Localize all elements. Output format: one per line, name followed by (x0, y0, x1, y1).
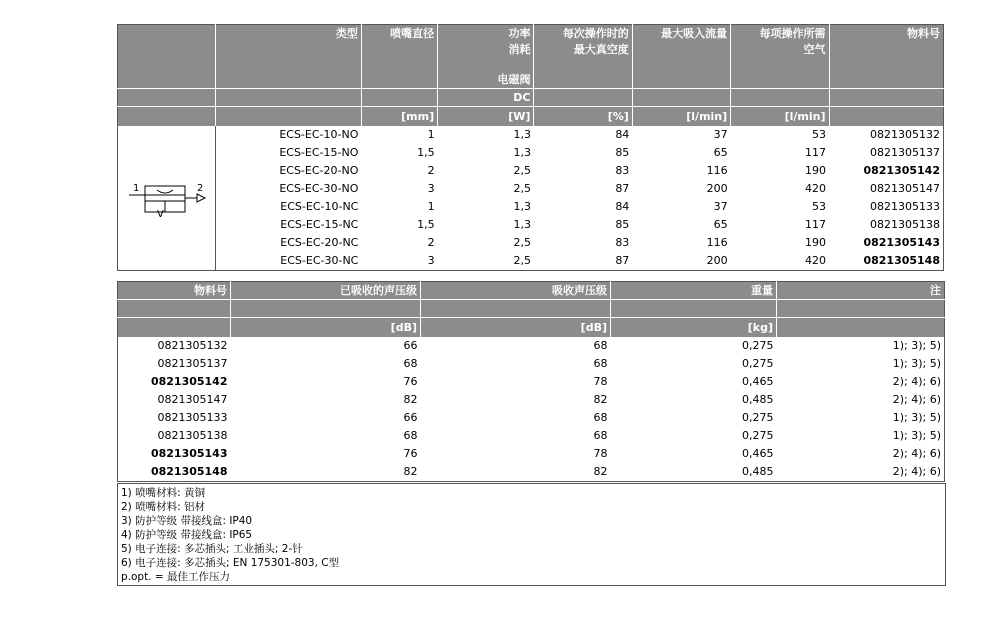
acoustic-cell-part: 0821305147 (157, 393, 228, 406)
specs-cell-flow: 37 (713, 128, 728, 141)
acoustic-cell-part: 0821305142 (150, 375, 228, 388)
acoustic-cell-note: 1); 3); 5) (892, 357, 941, 370)
specs-cell-type: ECS-EC-20-NO (279, 164, 359, 177)
acoustic-cell-part: 0821305132 (157, 339, 228, 352)
acoustic-cell-weight: 0,485 (742, 465, 774, 478)
acoustic-cell-weight: 0,275 (742, 357, 774, 370)
acoustic-cell-absorb: 68 (593, 411, 608, 424)
acoustic-cell-absorbed: 76 (403, 375, 418, 388)
acoustic-cell-weight: 0,275 (742, 429, 774, 442)
acoustic-row (118, 463, 945, 482)
acoustic-row (118, 355, 945, 373)
vacuum-unit: [%] (534, 107, 632, 126)
specs-cell-nozzle: 1 (427, 128, 435, 141)
acoustic-row (118, 337, 945, 355)
absorbed-unit: [dB] (231, 318, 421, 337)
specs-row (118, 126, 944, 144)
specs-cell-part: 0821305137 (870, 146, 940, 159)
acoustic-row (118, 409, 945, 427)
power-header: 功率 消耗 电磁阀 (438, 25, 534, 89)
absorbed-header: 已吸收的声压级 (231, 282, 421, 300)
footnote-line: 3) 防护等级 带接线盒: IP40 (121, 515, 253, 527)
specs-cell-air: 420 (805, 254, 826, 267)
acoustic-row (118, 427, 945, 445)
specs-row (118, 198, 944, 216)
acoustic-row (118, 373, 945, 391)
specs-cell-part: 0821305132 (870, 128, 940, 141)
specs-cell-vacuum: 85 (615, 146, 630, 159)
acoustic-cell-weight: 0,485 (742, 393, 774, 406)
acoustic-cell-note: 1); 3); 5) (892, 339, 941, 352)
specs-cell-power: 2,5 (513, 254, 531, 267)
specs-cell-nozzle: 3 (427, 182, 435, 195)
weight-unit: [kg] (611, 318, 777, 337)
units-row (118, 107, 944, 126)
footnote-line: 4) 防护等级 带接线盒: IP65 (121, 529, 253, 541)
valve-symbol (118, 126, 216, 271)
specs-header-row (118, 25, 944, 89)
specs-cell-type: ECS-EC-30-NC (280, 254, 359, 267)
vacuum-header: 每次操作时的 最大真空度 (534, 25, 632, 89)
specs-cell-type: ECS-EC-15-NC (280, 218, 359, 231)
specs-cell-type: ECS-EC-20-NC (280, 236, 359, 249)
acoustic-cell-absorbed: 82 (403, 465, 418, 478)
specs-cell-power: 1,3 (513, 146, 531, 159)
part-header: 物料号 (829, 25, 944, 89)
specs-cell-power: 1,3 (513, 128, 531, 141)
specs-cell-air: 53 (812, 200, 826, 213)
specs-cell-nozzle: 2 (427, 236, 435, 249)
specs-cell-vacuum: 84 (615, 128, 630, 141)
specs-row (118, 234, 944, 252)
acoustic-cell-absorb: 68 (593, 339, 608, 352)
air-header: 每项操作所需 空气 (731, 25, 829, 89)
nozzle-unit: [mm] (361, 107, 437, 126)
specs-cell-part: 0821305133 (870, 200, 940, 213)
acoustic-cell-part: 0821305148 (150, 465, 228, 478)
acoustic-cell-absorbed: 68 (403, 357, 418, 370)
nozzle-header: 喷嘴直径 (361, 25, 437, 89)
acoustic-cell-absorbed: 68 (403, 429, 418, 442)
acoustic-cell-part: 0821305133 (157, 411, 228, 424)
specs-cell-vacuum: 83 (615, 236, 630, 249)
flow-unit: [l/min] (632, 107, 730, 126)
port-2-label: 2 (197, 183, 204, 194)
acoustic-cell-absorb: 68 (593, 429, 608, 442)
acoustic-cell-note: 2); 4); 6) (892, 447, 941, 460)
specs-row (118, 252, 944, 271)
specs-cell-nozzle: 1,5 (417, 218, 435, 231)
specs-cell-nozzle: 3 (427, 254, 435, 267)
specs-cell-vacuum: 84 (615, 200, 630, 213)
absorb-header: 吸收声压级 (421, 282, 611, 300)
acoustic-cell-note: 2); 4); 6) (892, 375, 941, 388)
specs-cell-power: 2,5 (513, 182, 531, 195)
specs-cell-flow: 200 (706, 182, 728, 195)
acoustic-cell-part: 0821305137 (157, 357, 228, 370)
vacuum-generator-icon (121, 166, 213, 226)
specs-cell-type: ECS-EC-10-NC (280, 200, 359, 213)
acoustic-units-row (118, 318, 945, 337)
specs-cell-power: 1,3 (513, 218, 531, 231)
acoustic-cell-weight: 0,275 (742, 339, 774, 352)
specs-cell-flow: 37 (713, 200, 728, 213)
solenoid-label: 电磁阀 (497, 73, 531, 86)
specs-cell-power: 2,5 (513, 236, 531, 249)
specs-row (118, 144, 944, 162)
specs-cell-type: ECS-EC-15-NO (279, 146, 359, 159)
type-header: 类型 (216, 25, 362, 89)
footnote-line: 1) 喷嘴材料: 黄铜 (121, 487, 205, 499)
acoustic-cell-absorb: 78 (593, 447, 608, 460)
specs-table (117, 24, 944, 271)
specs-cell-vacuum: 87 (615, 254, 630, 267)
acoustic-blank-row (118, 300, 945, 318)
acoustic-cell-note: 2); 4); 6) (892, 393, 941, 406)
acoustic-cell-absorbed: 76 (403, 447, 418, 460)
dc-row (118, 89, 944, 107)
air-unit: [l/min] (731, 107, 829, 126)
port-1-label: 1 (133, 183, 140, 194)
specs-row (118, 162, 944, 180)
acoustic-cell-part: 0821305138 (157, 429, 228, 442)
footnote-line: p.opt. = 最佳工作压力 (121, 571, 231, 583)
specs-cell-power: 2,5 (513, 164, 531, 177)
specs-cell-type: ECS-EC-30-NO (279, 182, 359, 195)
specs-cell-flow: 116 (706, 164, 728, 177)
specs-cell-part: 0821305148 (863, 254, 940, 267)
acoustic-cell-part: 0821305143 (150, 447, 228, 460)
acoustic-row (118, 391, 945, 409)
specs-cell-air: 117 (805, 218, 826, 231)
symbol-header (118, 25, 216, 89)
specs-cell-vacuum: 83 (615, 164, 630, 177)
acoustic-table (117, 281, 945, 482)
acoustic-cell-weight: 0,275 (742, 411, 774, 424)
specs-cell-nozzle: 1,5 (417, 146, 435, 159)
specs-cell-air: 190 (805, 236, 826, 249)
flow-header: 最大吸入流量 (632, 25, 730, 89)
acoustic-cell-weight: 0,465 (742, 447, 774, 460)
specs-cell-part: 0821305142 (863, 164, 940, 177)
specs-cell-nozzle: 1 (427, 200, 435, 213)
acoustic-cell-weight: 0,465 (742, 375, 774, 388)
acoustic-cell-absorbed: 66 (403, 339, 418, 352)
specs-cell-part: 0821305143 (863, 236, 940, 249)
specs-cell-vacuum: 85 (615, 218, 630, 231)
specs-cell-vacuum: 87 (615, 182, 630, 195)
specs-cell-nozzle: 2 (427, 164, 435, 177)
specs-body (118, 126, 944, 271)
specs-cell-air: 190 (805, 164, 826, 177)
weight-header: 重量 (611, 282, 777, 300)
specs-cell-part: 0821305138 (870, 218, 940, 231)
part-header-2: 物料号 (118, 282, 231, 300)
acoustic-cell-absorbed: 82 (403, 393, 418, 406)
acoustic-cell-absorb: 82 (593, 465, 608, 478)
acoustic-cell-note: 1); 3); 5) (892, 429, 941, 442)
footnote-line: 5) 电子连接: 多芯插头; 工业插头; 2-针 (121, 543, 303, 555)
specs-cell-flow: 116 (706, 236, 728, 249)
specs-cell-part: 0821305147 (870, 182, 940, 195)
acoustic-header-row (118, 282, 945, 300)
specs-cell-power: 1,3 (513, 200, 531, 213)
specs-cell-flow: 200 (706, 254, 728, 267)
specs-cell-air: 117 (805, 146, 826, 159)
specs-row (118, 180, 944, 198)
acoustic-body (118, 337, 945, 482)
port-v-label: V (157, 209, 164, 220)
acoustic-cell-absorb: 68 (593, 357, 608, 370)
dc-label: DC (438, 89, 534, 107)
acoustic-row (118, 445, 945, 463)
acoustic-cell-absorb: 78 (593, 375, 608, 388)
specs-row (118, 216, 944, 234)
specs-cell-air: 420 (805, 182, 826, 195)
specs-cell-flow: 65 (713, 146, 728, 159)
acoustic-cell-absorbed: 66 (403, 411, 418, 424)
footnote-line: 6) 电子连接: 多芯插头; EN 175301-803, C型 (121, 557, 340, 569)
acoustic-cell-note: 1); 3); 5) (892, 411, 941, 424)
acoustic-cell-absorb: 82 (593, 393, 608, 406)
absorb-unit: [dB] (421, 318, 611, 337)
footnotes (117, 483, 946, 586)
specs-cell-air: 53 (812, 128, 826, 141)
note-header: 注 (777, 282, 945, 300)
specs-cell-flow: 65 (713, 218, 728, 231)
footnote-line: 2) 喷嘴材料: 铝材 (121, 501, 205, 513)
acoustic-cell-note: 2); 4); 6) (892, 465, 941, 478)
power-unit: [W] (438, 107, 534, 126)
specs-cell-type: ECS-EC-10-NO (279, 128, 359, 141)
